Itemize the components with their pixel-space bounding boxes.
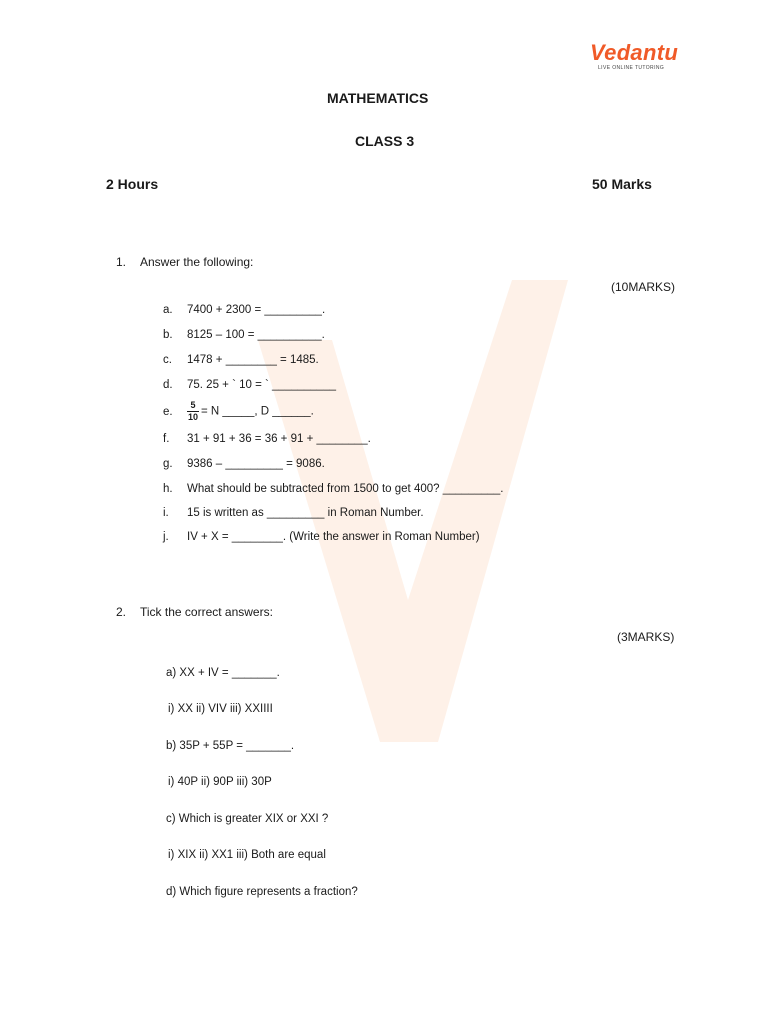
item-label: c.: [163, 354, 172, 366]
item-text: What should be subtracted from 1500 to get 400? _________.: [187, 483, 504, 495]
mcq-question: b) 35P + 55P = _______.: [166, 740, 295, 752]
fraction: [187, 401, 199, 422]
item-text: 15 is written as _________ in Roman Number.: [187, 507, 424, 519]
mcq-options: i) 40P ii) 90P iii) 30P: [168, 776, 272, 788]
item-label: b.: [163, 329, 173, 341]
section-1-title: Answer the following:: [140, 255, 254, 269]
item-label: i.: [163, 507, 169, 519]
section-1-number: 1.: [116, 255, 127, 269]
question-item: [163, 433, 371, 445]
item-label: h.: [163, 483, 173, 495]
fraction-numerator: 5: [190, 400, 196, 410]
item-text: 8125 – 100 = __________.: [187, 329, 325, 341]
section-2-title: Tick the correct answers:: [140, 605, 273, 619]
logo-text: Vedantu: [590, 40, 679, 65]
item-label: f.: [163, 433, 170, 445]
item-text: 75. 25 + ` 10 = ` __________: [187, 379, 336, 391]
mcq-question: c) Which is greater XIX or XXI ?: [166, 813, 329, 825]
mcq-options: i) XX ii) VIV iii) XXIIII: [168, 703, 273, 715]
section-2-number: 2.: [116, 605, 127, 619]
item-text: 1478 + ________ = 1485.: [187, 354, 319, 366]
class-title: CLASS 3: [355, 133, 415, 149]
question-item: [163, 379, 336, 391]
item-text: = N _____, D ______.: [201, 405, 314, 418]
item-label: e.: [163, 405, 173, 418]
question-item: [163, 401, 314, 422]
question-item: [163, 531, 480, 543]
item-label: a.: [163, 304, 173, 316]
item-text: 9386 – _________ = 9086.: [187, 458, 325, 470]
question-item: [163, 354, 319, 366]
vedantu-logo: [590, 40, 680, 74]
logo-tagline: LIVE ONLINE TUTORING: [598, 65, 665, 71]
subject-title: MATHEMATICS: [327, 90, 429, 106]
question-item: [163, 458, 325, 470]
question-item: [163, 507, 424, 519]
exam-duration: 2 Hours: [106, 176, 159, 192]
item-text: 31 + 91 + 36 = 36 + 91 + ________.: [187, 433, 371, 445]
section-1-marks: (10MARKS): [611, 280, 676, 294]
item-label: d.: [163, 379, 173, 391]
item-label: g.: [163, 458, 173, 470]
item-text: IV + X = ________. (Write the answer in Roman Number): [187, 531, 480, 543]
fraction-denominator: 10: [187, 412, 198, 422]
question-item: [163, 329, 325, 341]
section-2-marks: (3MARKS): [617, 630, 675, 644]
mcq-question: a) XX + IV = _______.: [166, 667, 280, 679]
question-item: [163, 483, 503, 495]
total-marks: 50 Marks: [592, 176, 652, 192]
item-label: j.: [163, 531, 169, 543]
mcq-options: i) XIX ii) XX1 iii) Both are equal: [168, 849, 326, 861]
mcq-question: d) Which figure represents a fraction?: [166, 886, 358, 898]
item-text: 7400 + 2300 = _________.: [187, 304, 326, 316]
question-item: [163, 304, 325, 316]
